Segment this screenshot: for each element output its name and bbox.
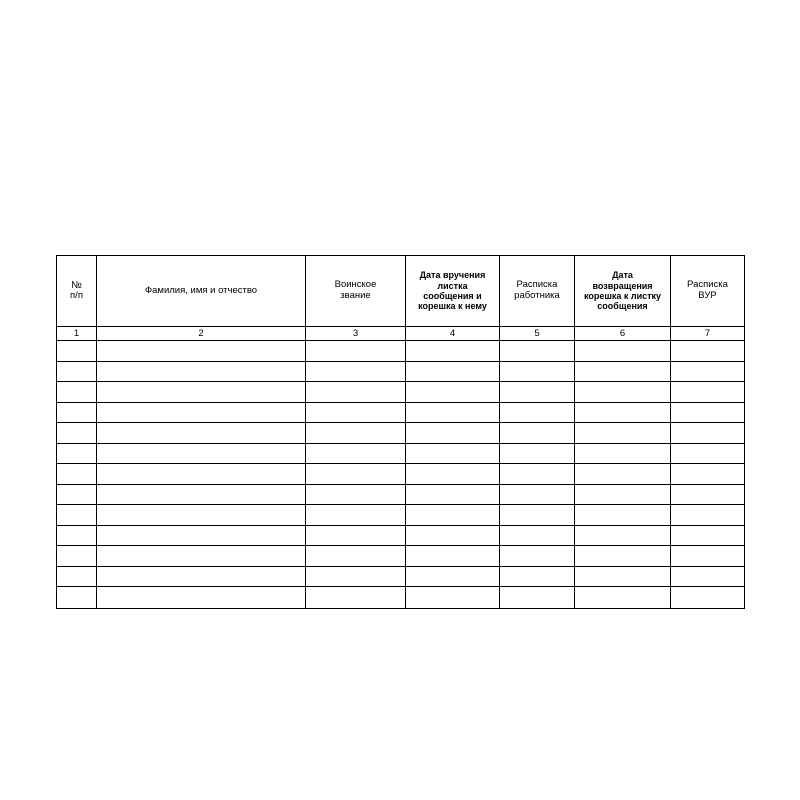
table-cell[interactable] bbox=[57, 587, 97, 609]
table-cell[interactable] bbox=[406, 587, 500, 609]
register-table-container bbox=[56, 255, 744, 609]
table-cell[interactable] bbox=[406, 484, 500, 505]
table-cell[interactable] bbox=[500, 361, 575, 382]
table-cell[interactable] bbox=[97, 443, 306, 464]
table-cell[interactable] bbox=[97, 361, 306, 382]
table-cell[interactable] bbox=[57, 525, 97, 546]
table-cell[interactable] bbox=[57, 341, 97, 362]
column-header-6-line-3: корешка к листку bbox=[583, 291, 662, 301]
table-row bbox=[57, 423, 745, 444]
table-cell[interactable] bbox=[406, 382, 500, 403]
table-row bbox=[57, 566, 745, 587]
table-cell[interactable] bbox=[671, 464, 745, 485]
table-cell[interactable] bbox=[671, 402, 745, 423]
table-cell[interactable] bbox=[671, 587, 745, 609]
table-cell[interactable] bbox=[57, 546, 97, 567]
table-cell[interactable] bbox=[406, 443, 500, 464]
table-cell[interactable] bbox=[57, 505, 97, 526]
column-number-row bbox=[57, 327, 745, 341]
table-row bbox=[57, 484, 745, 505]
table-cell[interactable] bbox=[500, 505, 575, 526]
table-cell[interactable] bbox=[671, 423, 745, 444]
table-cell[interactable] bbox=[97, 341, 306, 362]
column-header-1 bbox=[57, 256, 97, 327]
column-header-4-line-3: сообщения и bbox=[423, 291, 482, 301]
table-cell[interactable] bbox=[671, 566, 745, 587]
column-number-4: 4 bbox=[406, 327, 500, 341]
table-cell[interactable] bbox=[500, 423, 575, 444]
table-cell[interactable] bbox=[575, 546, 671, 567]
column-header-7-line-2: ВУР bbox=[698, 290, 717, 301]
table-row bbox=[57, 464, 745, 485]
table-cell[interactable] bbox=[306, 464, 406, 485]
table-cell[interactable] bbox=[306, 361, 406, 382]
table-cell[interactable] bbox=[671, 382, 745, 403]
table-cell[interactable] bbox=[406, 464, 500, 485]
table-cell[interactable] bbox=[97, 505, 306, 526]
table-cell[interactable] bbox=[57, 484, 97, 505]
table-row bbox=[57, 546, 745, 567]
table-row bbox=[57, 443, 745, 464]
table-cell[interactable] bbox=[57, 566, 97, 587]
table-cell[interactable] bbox=[575, 382, 671, 403]
table-cell[interactable] bbox=[500, 341, 575, 362]
table-cell[interactable] bbox=[671, 525, 745, 546]
table-cell[interactable] bbox=[500, 484, 575, 505]
table-row bbox=[57, 382, 745, 403]
table-cell[interactable] bbox=[57, 423, 97, 444]
table-row bbox=[57, 505, 745, 526]
table-cell[interactable] bbox=[671, 341, 745, 362]
table-cell[interactable] bbox=[57, 464, 97, 485]
table-cell[interactable] bbox=[97, 587, 306, 609]
table-cell[interactable] bbox=[97, 464, 306, 485]
table-cell[interactable] bbox=[575, 525, 671, 546]
column-header-2-line-1: Фамилия, имя и отчество bbox=[144, 284, 258, 296]
table-cell[interactable] bbox=[671, 505, 745, 526]
table-cell[interactable] bbox=[57, 402, 97, 423]
table-cell[interactable] bbox=[575, 464, 671, 485]
table-cell[interactable] bbox=[671, 484, 745, 505]
table-cell[interactable] bbox=[500, 546, 575, 567]
table-cell[interactable] bbox=[406, 402, 500, 423]
table-cell[interactable] bbox=[406, 505, 500, 526]
table-cell[interactable] bbox=[575, 443, 671, 464]
table-cell[interactable] bbox=[575, 402, 671, 423]
table-cell[interactable] bbox=[500, 382, 575, 403]
column-number-7: 7 bbox=[671, 327, 745, 341]
table-cell[interactable] bbox=[406, 566, 500, 587]
table-cell[interactable] bbox=[500, 443, 575, 464]
table-cell[interactable] bbox=[306, 587, 406, 609]
table-cell[interactable] bbox=[575, 505, 671, 526]
table-cell[interactable] bbox=[500, 587, 575, 609]
column-header-7-line-1: Расписка bbox=[687, 279, 728, 291]
table-cell[interactable] bbox=[306, 505, 406, 526]
table-cell[interactable] bbox=[500, 402, 575, 423]
table-row bbox=[57, 402, 745, 423]
table-cell[interactable] bbox=[671, 361, 745, 382]
column-header-4 bbox=[406, 256, 500, 327]
register-table bbox=[56, 255, 745, 609]
table-cell[interactable] bbox=[306, 443, 406, 464]
table-cell[interactable] bbox=[306, 525, 406, 546]
table-cell[interactable] bbox=[306, 546, 406, 567]
table-cell[interactable] bbox=[500, 464, 575, 485]
table-cell[interactable] bbox=[57, 443, 97, 464]
column-number-6: 6 bbox=[575, 327, 671, 341]
table-cell[interactable] bbox=[575, 423, 671, 444]
table-cell[interactable] bbox=[575, 484, 671, 505]
table-cell[interactable] bbox=[97, 484, 306, 505]
column-header-3 bbox=[306, 256, 406, 327]
table-cell[interactable] bbox=[306, 341, 406, 362]
column-header-6-line-4: сообщения bbox=[597, 301, 648, 312]
table-cell[interactable] bbox=[306, 484, 406, 505]
column-header-3-line-2: звание bbox=[340, 290, 371, 301]
column-header-7 bbox=[671, 256, 745, 327]
table-cell[interactable] bbox=[406, 525, 500, 546]
table-row bbox=[57, 525, 745, 546]
column-header-2 bbox=[97, 256, 306, 327]
column-header-4-line-1: Дата вручения bbox=[419, 270, 486, 281]
table-cell[interactable] bbox=[406, 341, 500, 362]
table-cell[interactable] bbox=[306, 382, 406, 403]
table-cell[interactable] bbox=[97, 546, 306, 567]
table-cell[interactable] bbox=[97, 566, 306, 587]
table-row bbox=[57, 587, 745, 609]
table-cell[interactable] bbox=[97, 423, 306, 444]
table-cell[interactable] bbox=[406, 423, 500, 444]
column-header-6 bbox=[575, 256, 671, 327]
table-cell[interactable] bbox=[306, 566, 406, 587]
table-header bbox=[57, 256, 745, 341]
column-header-5-line-1: Расписка bbox=[516, 279, 558, 291]
table-cell[interactable] bbox=[575, 587, 671, 609]
column-header-5-line-2: работника bbox=[514, 290, 560, 301]
table-cell[interactable] bbox=[406, 361, 500, 382]
table-cell[interactable] bbox=[575, 566, 671, 587]
table-cell[interactable] bbox=[575, 361, 671, 382]
column-number-1: 1 bbox=[57, 327, 97, 341]
table-cell[interactable] bbox=[500, 566, 575, 587]
table-cell[interactable] bbox=[306, 423, 406, 444]
column-number-2: 2 bbox=[97, 327, 306, 341]
table-cell[interactable] bbox=[406, 546, 500, 567]
table-cell[interactable] bbox=[575, 341, 671, 362]
table-row bbox=[57, 361, 745, 382]
table-cell[interactable] bbox=[671, 443, 745, 464]
column-header-4-line-4: корешка к нему bbox=[418, 301, 487, 312]
table-row bbox=[57, 341, 745, 362]
column-header-6-line-1: Дата bbox=[612, 270, 633, 281]
column-number-5: 5 bbox=[500, 327, 575, 341]
header-row bbox=[57, 256, 745, 327]
table-cell[interactable] bbox=[57, 382, 97, 403]
table-cell[interactable] bbox=[57, 361, 97, 382]
column-header-4-line-2: листка bbox=[437, 280, 468, 291]
table-cell[interactable] bbox=[97, 402, 306, 423]
column-number-3: 3 bbox=[306, 327, 406, 341]
table-body bbox=[57, 341, 745, 609]
column-header-5 bbox=[500, 256, 575, 327]
column-header-1-line-2: п/п bbox=[70, 290, 83, 302]
column-header-1-line-1: № bbox=[71, 279, 82, 291]
table-cell[interactable] bbox=[671, 546, 745, 567]
column-header-6-line-2: возвращения bbox=[592, 280, 653, 291]
column-header-3-line-1: Воинское bbox=[334, 279, 377, 291]
table-cell[interactable] bbox=[97, 525, 306, 546]
table-cell[interactable] bbox=[97, 382, 306, 403]
table-cell[interactable] bbox=[306, 402, 406, 423]
table-cell[interactable] bbox=[500, 525, 575, 546]
